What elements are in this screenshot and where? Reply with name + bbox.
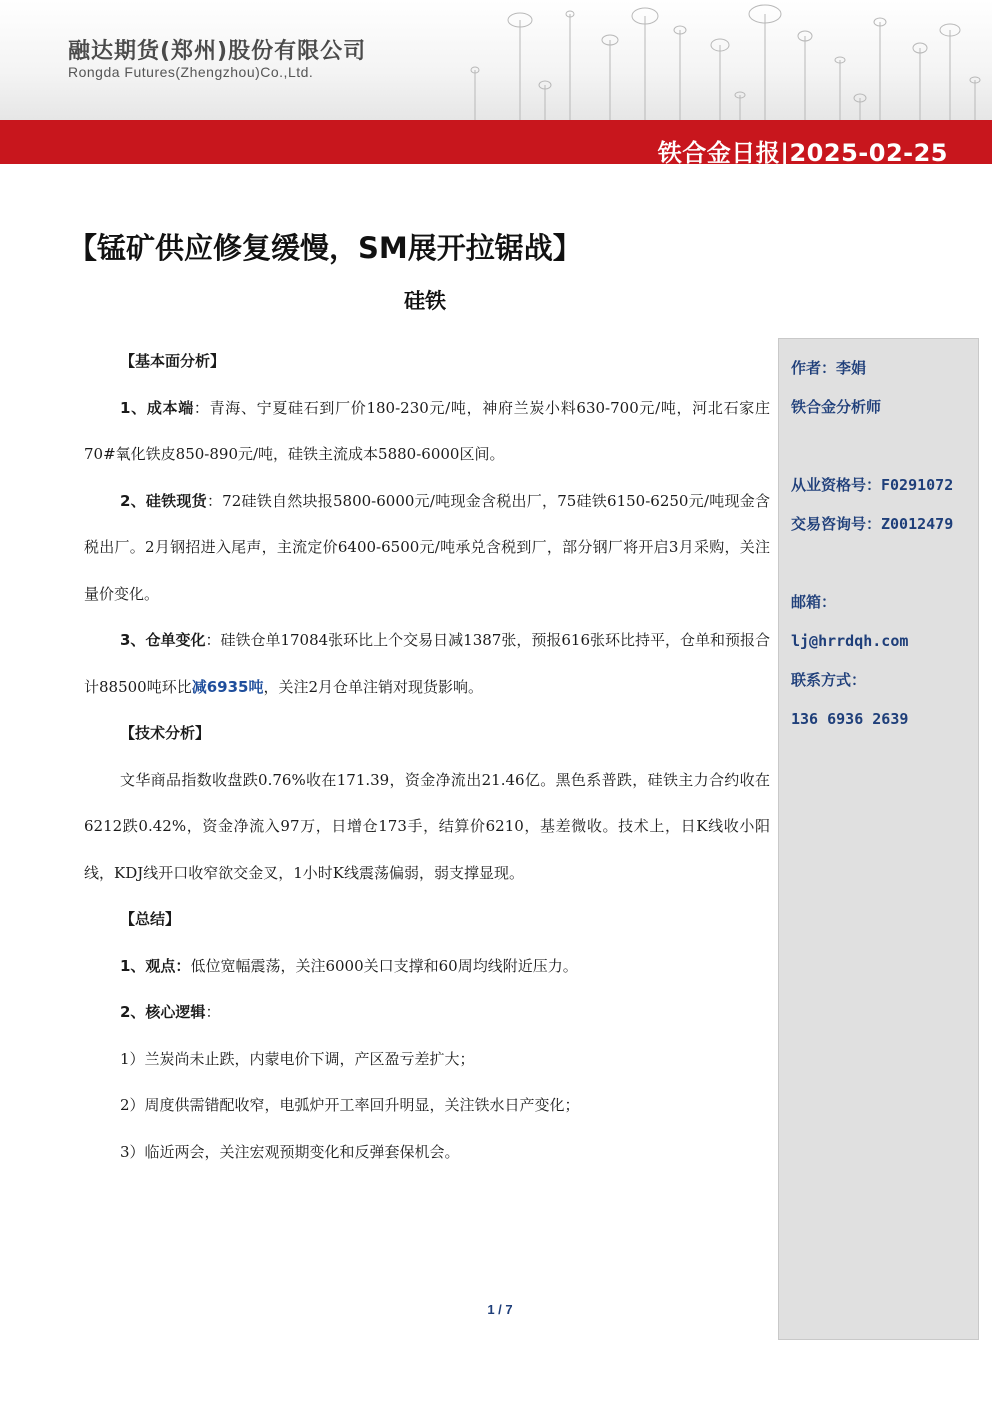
contact-label: 联系方式：	[791, 671, 867, 689]
author-name: 作者：李娟	[791, 359, 867, 377]
main-content	[84, 338, 770, 1175]
label-cost: 1、成本端	[120, 398, 194, 417]
spacer	[791, 427, 978, 466]
text-warehouse-after: ，关注2月仓单注销对现货影响。	[263, 677, 484, 696]
section-heading-summary: 【总结】	[120, 910, 181, 928]
label-logic: 2、核心逻辑	[120, 1003, 206, 1021]
label-warehouse: 3、仓单变化	[120, 631, 206, 649]
email-label: 邮箱：	[791, 593, 837, 611]
paragraph-view	[84, 943, 770, 990]
text-warehouse: ：硅铁仓单17084张环比上个交易日减1387张，预报616张环比持平，仓单和预报合计88500吨环比	[84, 631, 770, 696]
headline: 【锰矿供应修复缓慢，SM展开拉锯战】	[68, 231, 582, 265]
subtitle: 硅铁	[404, 289, 446, 313]
paragraph-spot	[84, 478, 770, 618]
list-item: 1）兰炭尚未止跌，内蒙电价下调，产区盈亏差扩大；	[120, 1049, 475, 1068]
consult-number: 交易咨询号：Z0012479	[791, 515, 954, 533]
label-spot: 2、硅铁现货	[120, 491, 207, 510]
text-cost: ：青海、宁夏硅石到厂价180-230元/吨，神府兰炭小料630-700元/吨，河北石家庄70#氧化铁皮850-890元/吨，硅铁主流成本5880-6000区间。	[84, 398, 770, 463]
paragraph-cost	[84, 385, 770, 478]
company-name-cn: 融达期货(郑州)股份有限公司	[68, 39, 367, 64]
paragraph-technical: 文华商品指数收盘跌0.76%收在171.39，资金净流出21.46亿。黑色系普跌，硅铁主力合约收在6212跌0.42%，资金净流入97万，日增仓173手，结算价6210，基差微收。技术上，日K线收小阳线，KDJ线开口收窄欲交金叉，1小时K线震荡偏弱，弱支撑显现。	[84, 770, 770, 882]
text-view: 低位宽幅震荡，关注6000关口支撑和60周均线附近压力。	[190, 956, 578, 975]
list-item: 2）周度供需错配收窄，电弧炉开工率回升明显，关注铁水日产变化；	[120, 1096, 580, 1114]
company-name-en: Rongda Futures(Zhengzhou)Co.,Ltd.	[68, 64, 314, 80]
paragraph-logic-heading	[84, 989, 770, 1036]
author-title: 铁合金分析师	[791, 398, 882, 416]
text-spot: ：72硅铁自然块报5800-6000元/吨现金含税出厂，75硅铁6150-6250元/吨现金含税出厂。2月钢招进入尾声，主流定价6400-6500元/吨承兑含税到厂，部分钢厂将开启3月采购，关注量价变化。	[84, 491, 770, 603]
report-title: 铁合金日报|2025-02-25	[657, 139, 948, 167]
highlight-change: 减6935吨	[191, 677, 264, 696]
page-number: 1 / 7	[487, 1302, 513, 1317]
paragraph-warehouse	[84, 617, 770, 710]
section-heading-fundamental: 【基本面分析】	[120, 352, 226, 370]
email-address[interactable]: lj@hrrdqh.com	[791, 632, 909, 650]
logic-colon: ：	[205, 1003, 221, 1021]
label-view: 1、观点：	[120, 956, 191, 975]
spacer	[791, 544, 978, 583]
decorative-dots-pattern	[420, 0, 992, 120]
list-item: 3）临近两会，关注宏观预期变化和反弹套保机会。	[120, 1142, 460, 1161]
section-heading-technical: 【技术分析】	[120, 724, 211, 742]
phone-number: 136 6936 2639	[791, 710, 909, 728]
author-sidebar	[778, 338, 979, 1340]
license-number: 从业资格号：F0291072	[791, 476, 954, 494]
